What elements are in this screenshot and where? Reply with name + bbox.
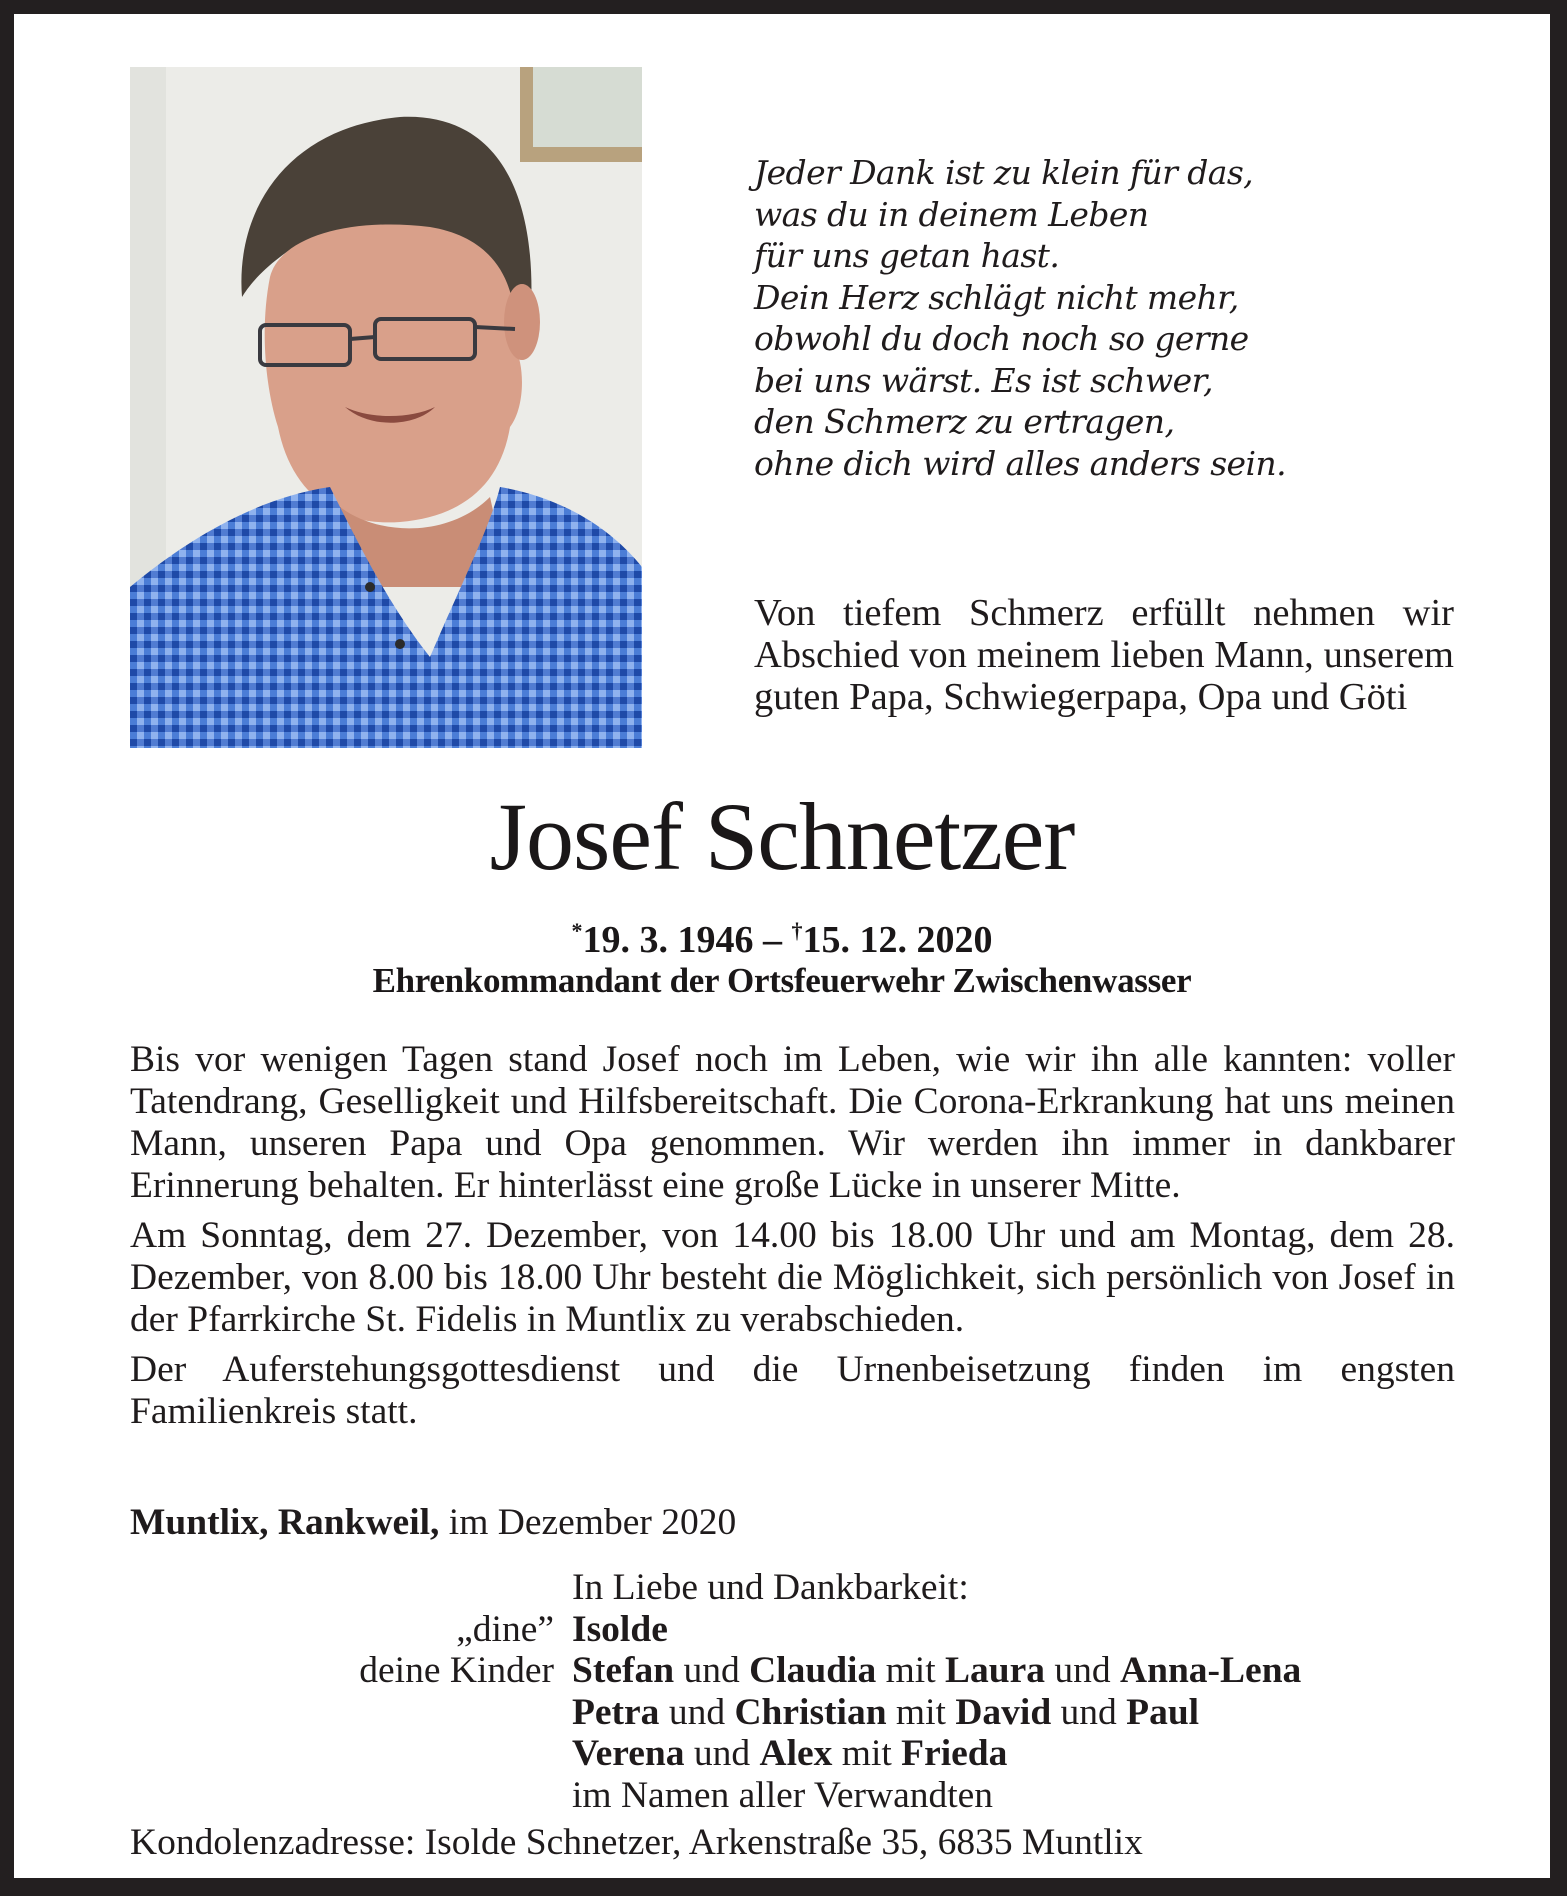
connector-word: und	[1051, 1691, 1127, 1733]
body-paragraph: Am Sonntag, dem 27. Dezember, von 14.00 bis 18.00 Uhr und am Montag, dem 28. Dezember, von 8.00 bis 18.00 Uhr besteht die Möglichkeit, sich persönlich von Josef in der Pfarrkirche St. Fidelis in Muntlix zu verabschieden.	[130, 1215, 1455, 1340]
signature-heading-row	[14, 1567, 1550, 1609]
poem-line: obwohl du doch noch so gerne	[754, 319, 1249, 358]
family-line	[572, 1650, 1550, 1692]
poem-line: Dein Herz schlägt nicht mehr,	[754, 277, 1239, 317]
body-paragraph: Bis vor wenigen Tagen stand Josef noch im Leben, wie wir ihn alle kannten: voller Tatendrang, Geselligkeit und Hilfsbereitschaft. Die Corona-Erkrankung hat uns meinen Mann, unseren Papa und Opa genommen. Wir werden ihn immer in dankbarer Erinnerung behalten. Er hinterlässt eine große Lücke in unserer Mitte.	[130, 1039, 1455, 1206]
family-line	[572, 1733, 1550, 1775]
family-member-name: Christian	[734, 1691, 887, 1733]
signature-family-row	[14, 1650, 1550, 1692]
signature-family-row	[14, 1733, 1550, 1775]
family-member-name: Stefan	[572, 1650, 675, 1691]
birth-star-icon: *	[571, 918, 583, 943]
place-date	[130, 1502, 736, 1544]
face	[265, 224, 522, 522]
poem-line: bei uns wärst. Es ist schwer,	[754, 360, 1213, 400]
poem	[754, 152, 1286, 484]
death-date: 15. 12. 2020	[802, 919, 993, 961]
signature-closing: im Namen aller Verwandten	[572, 1774, 994, 1816]
connector-word: mit	[886, 1691, 956, 1733]
life-dates	[14, 909, 1550, 962]
family-member-name: Claudia	[749, 1650, 877, 1691]
connector-word: und	[684, 1733, 760, 1774]
poem-line: ohne dich wird alles anders sein.	[754, 443, 1286, 483]
signature-wife-row	[14, 1609, 1550, 1651]
condolence-address: Kondolenzadresse: Isolde Schnetzer, Arkenstraße 35, 6835 Muntlix	[130, 1822, 1143, 1863]
place: Muntlix, Rankweil,	[130, 1502, 440, 1543]
death-cross-icon: †	[791, 918, 803, 943]
honorary-title: Ehrenkommandant der Ortsfeuerwehr Zwischenwasser	[372, 961, 1192, 1000]
family-member-name: Alex	[759, 1733, 833, 1774]
family-member-name: Paul	[1126, 1691, 1200, 1733]
family-member-name: David	[955, 1691, 1052, 1733]
family-member-name: Anna-Lena	[1120, 1650, 1302, 1691]
family-member-name: Petra	[572, 1691, 660, 1733]
poem-line: Jeder Dank ist zu klein für das,	[754, 153, 1254, 192]
wife-label: „dine”	[456, 1608, 554, 1650]
signature-heading: In Liebe und Dankbarkeit:	[572, 1567, 969, 1608]
connector-word: und	[659, 1691, 735, 1733]
signatures	[14, 1567, 1550, 1816]
family-member-name: Verena	[572, 1733, 685, 1774]
portrait-image	[130, 67, 642, 748]
connector-word: mit	[832, 1733, 902, 1774]
poem-line: den Schmerz zu ertragen,	[754, 402, 1175, 441]
family-line	[572, 1692, 1550, 1734]
poem-line: was du in deinem Leben	[754, 194, 1149, 234]
picture-frame	[520, 67, 642, 162]
intro-text: Von tiefem Schmerz erfüllt nehmen wir Abschied von meinem lieben Mann, unserem guten Papa, Schwiegerpapa, Opa und Göti	[754, 592, 1454, 718]
poem-line: für uns getan hast.	[754, 236, 1060, 275]
portrait-photo	[130, 67, 642, 748]
connector-word: und	[1045, 1650, 1121, 1691]
family-member-name: Laura	[945, 1650, 1046, 1691]
connector-word: mit	[876, 1650, 945, 1691]
family-member-name: Frieda	[901, 1733, 1008, 1774]
date: im Dezember 2020	[448, 1502, 737, 1543]
connector-word: und	[674, 1650, 750, 1691]
deceased-name: Josef Schnetzer	[489, 783, 1075, 890]
obituary-page	[14, 14, 1550, 1878]
birth-date: 19. 3. 1946	[582, 919, 754, 961]
signature-closing-row	[14, 1775, 1550, 1817]
date-separator: –	[763, 919, 782, 961]
signature-family-row	[14, 1692, 1550, 1734]
body-paragraph: Der Auferstehungsgottesdienst und die Urnenbeisetzung finden im engsten Familienkreis statt.	[130, 1349, 1455, 1432]
children-label: deine Kinder	[359, 1650, 554, 1691]
wife-name: Isolde	[572, 1608, 668, 1650]
body-text	[130, 1039, 1455, 1441]
